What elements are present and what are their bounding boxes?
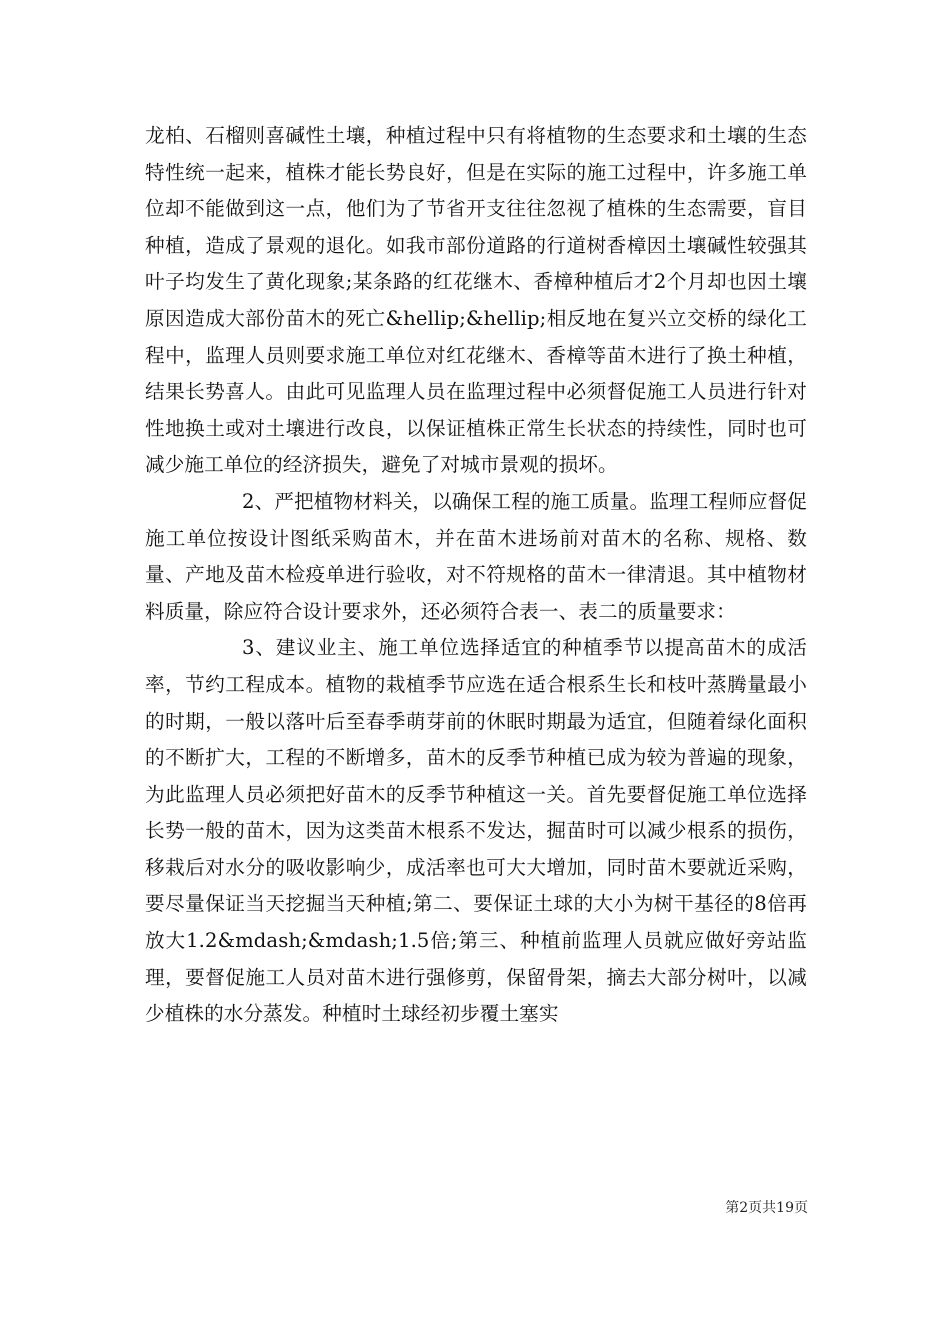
paragraph-planting-season: 3、建议业主、施工单位选择适宜的种植季节以提高苗木的成活率，节约工程成本。植物的栽植季节应选在适合根系生长和枝叶蒸腾量最小的时期，一般以落叶后至春季萌芽前的休眠时期最为适宜，但随着绿化面积的不断扩大，工程的不断增多，苗木的反季节种植已成为较为普遍的现象，为此监理人员必须把好苗木的反季节种植这一关。首先要督促施工单位选择长势一般的苗木，因为这类苗木根系不发达，掘苗时可以减少根系的损伤，移栽后对水分的吸收影响少，成活率也可大大增加，同时苗木要就近采购，要尽量保证当天挖掘当天种植;第二、要保证土球的大小为树干基径的8倍再放大1.2&mdash;&mdash;1.5倍;第三、种植前监理人员就应做好旁站监理，要督促施工人员对苗木进行强修剪，保留骨架，摘去大部分树叶，以减少植株的水分蒸发。种植时土球经初步覆土塞实 xyxy=(145,636,807,1026)
paragraph-plant-materials: 2、严把植物材料关，以确保工程的施工质量。监理工程师应督促施工单位按设计图纸采购苗木，并在苗木进场前对苗木的名称、规格、数量、产地及苗木检疫单进行验收，对不符规格的苗木一律清退。其中植物材料质量，除应符合设计要求外，还必须符合表一、表二的质量要求： xyxy=(145,489,807,623)
paragraph-soil: 龙柏、石榴则喜碱性土壤，种植过程中只有将植物的生态要求和土壤的生态特性统一起来，植株才能长势良好，但是在实际的施工过程中，许多施工单位却不能做到这一点，他们为了节省开支往往忽视了植株的生态需要，盲目种植，造成了景观的退化。如我市部份道路的行道树香樟因土壤碱性较强其叶子均发生了黄化现象;某条路的红花继木、香樟种植后才2个月却也因土壤原因造成大部份苗木的死亡&hellip;&hellip;相反地在复兴立交桥的绿化工程中，监理人员则要求施工单位对红花继木、香樟等苗木进行了换土种植，结果长势喜人。由此可见监理人员在监理过程中必须督促施工人员进行针对性地换土或对土壤进行改良，以保证植株正常生长状态的持续性，同时也可减少施工单位的经济损失，避免了对城市景观的损坏。 xyxy=(145,124,807,477)
document-page xyxy=(145,118,807,1033)
page-number: 第2页共19页 xyxy=(725,1200,808,1216)
